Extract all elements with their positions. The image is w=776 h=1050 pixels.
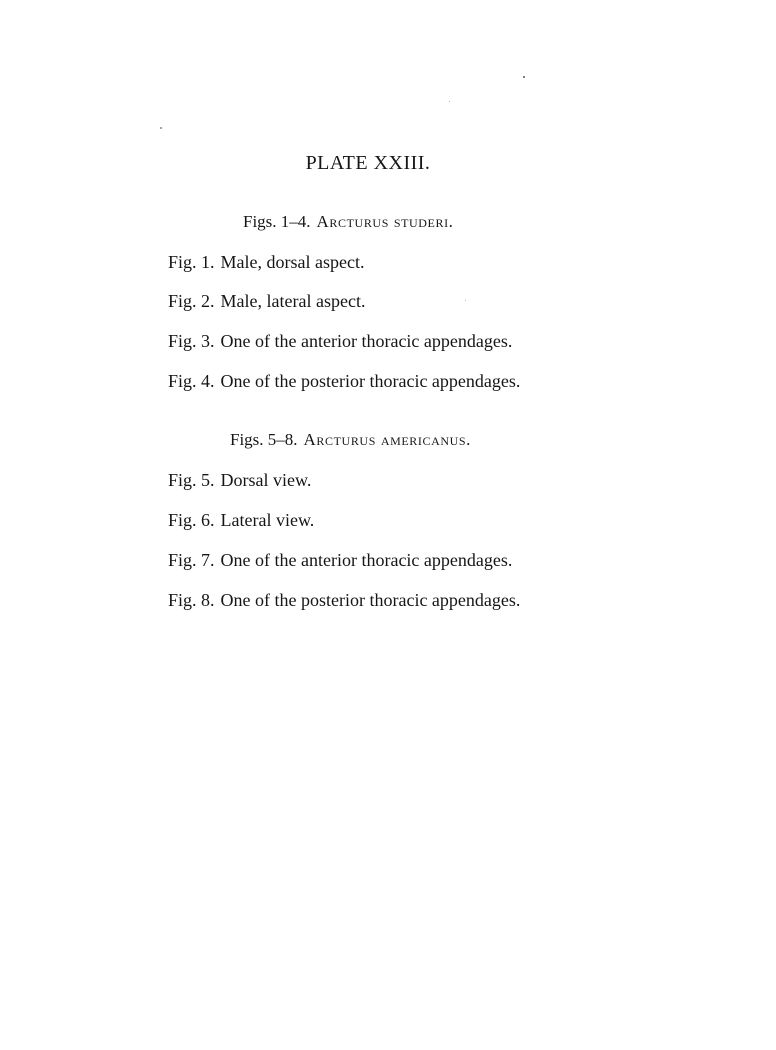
section-heading-1 [243, 212, 454, 232]
section-heading-species: Arcturus americanus. [303, 430, 472, 449]
figure-label: Fig. 7. [168, 550, 215, 570]
figure-label: Fig. 8. [168, 590, 215, 610]
figure-caption-1 [168, 252, 364, 273]
figure-caption-text: Male, dorsal aspect. [220, 252, 365, 272]
figure-caption-text: Lateral view. [220, 510, 315, 530]
scan-speck [465, 300, 466, 301]
scan-speck [523, 76, 525, 78]
figure-caption-text: One of the posterior thoracic appendages. [220, 371, 521, 391]
section-heading-species: Arcturus studeri. [316, 212, 454, 231]
figure-label: Fig. 2. [168, 291, 215, 311]
section-heading-prefix: Figs. 1–4. [243, 212, 311, 231]
figure-label: Fig. 6. [168, 510, 215, 530]
figure-caption-5 [168, 470, 311, 491]
figure-caption-text: Dorsal view. [220, 470, 312, 490]
figure-caption-3 [168, 331, 512, 352]
figure-caption-text: Male, lateral aspect. [220, 291, 366, 311]
figure-caption-text: One of the anterior thoracic appendages. [220, 550, 513, 570]
scan-speck [160, 127, 162, 129]
figure-caption-6 [168, 510, 314, 531]
figure-caption-text: One of the anterior thoracic appendages. [220, 331, 513, 351]
figure-caption-7 [168, 550, 512, 571]
figure-caption-8 [168, 590, 520, 611]
figure-label: Fig. 4. [168, 371, 215, 391]
figure-caption-4 [168, 371, 520, 392]
figure-caption-text: One of the posterior thoracic appendages. [220, 590, 521, 610]
figure-label: Fig. 1. [168, 252, 215, 272]
scan-speck [449, 101, 450, 102]
plate-title: PLATE XXIII. [305, 152, 431, 174]
section-heading-2 [230, 430, 471, 450]
figure-label: Fig. 3. [168, 331, 215, 351]
figure-caption-2 [168, 291, 365, 312]
figure-label: Fig. 5. [168, 470, 215, 490]
section-heading-prefix: Figs. 5–8. [230, 430, 298, 449]
